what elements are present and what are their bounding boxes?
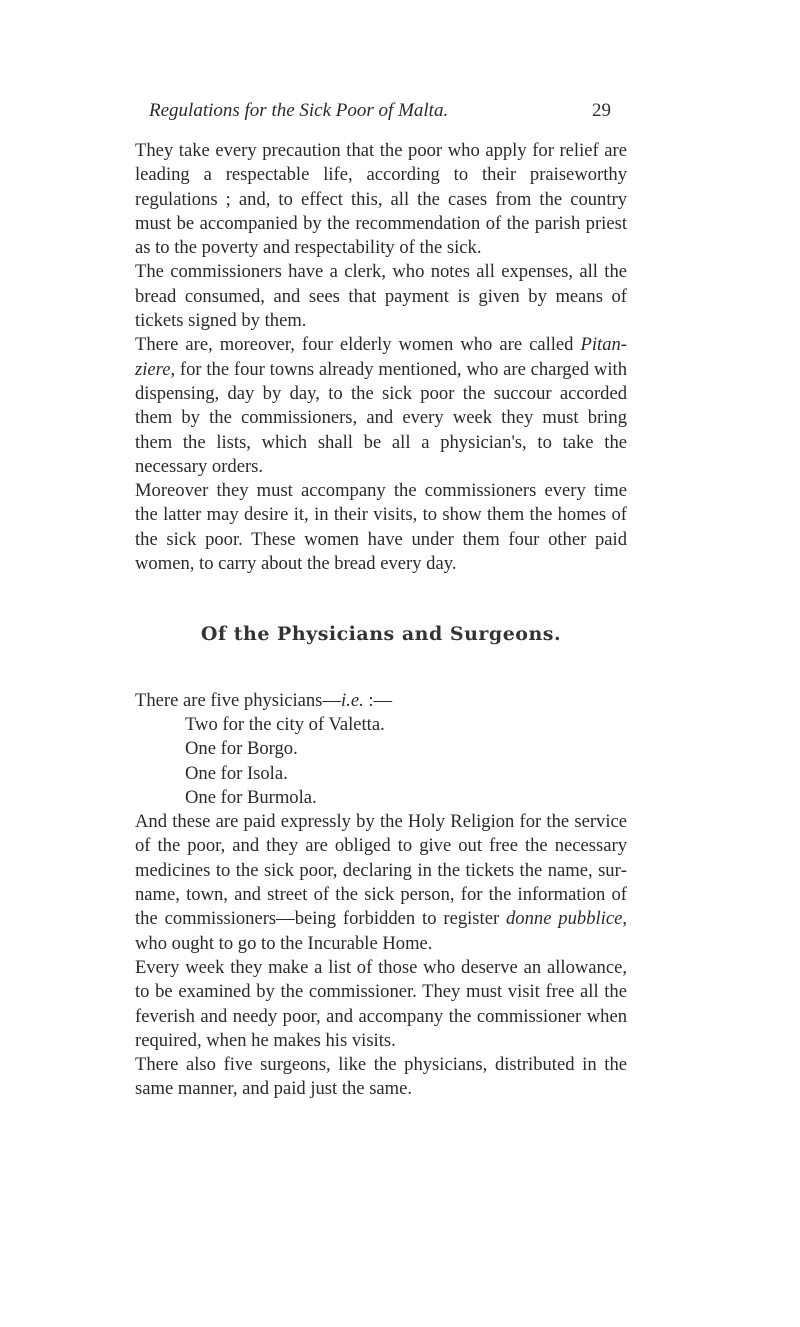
intro-before: There are five physicians— <box>135 689 341 711</box>
paragraph-accompany: Moreover they must accompany the commissioners every time the latter may desire it, in their visits, to show them the homes of the sick poor. These women have under them four other paid women, to carry about the bread every day. <box>135 480 627 575</box>
pitanziere-italic: Pitanziere <box>135 334 627 380</box>
physicians-list <box>185 713 627 810</box>
intro-after: :— <box>363 689 393 711</box>
pitanziere-after: , for the four towns already mentioned, who are charged with dispensing, day by day, to the sick poor the succour accorded them by the commissioners, and every week they must bring them the lists, which shall be all a physician's, to take the necessary orders. <box>135 358 627 477</box>
paragraph-precaution: They take every precaution that the poor who apply for relief are leading a respectable life, according to their praiseworthy regulations ; and, to effect this, all the cases from the country must be accompanied by the recommendation of the parish priest as to the poverty and respectability of the sick. <box>135 140 627 259</box>
religion-after: , who ought to go to the Incurable Home. <box>135 908 627 954</box>
page-number: 29 <box>592 100 611 121</box>
religion-italic: donne pubblice <box>506 908 623 930</box>
body-text <box>135 139 627 1102</box>
paragraph-weekly-list: Every week they make a list of those who deserve an allowance, to be examined by the commissioner. They must visit free all the feverish and needy poor, and accompany the commissioner when required, when he makes his visits. <box>135 956 627 1051</box>
list-item: One for Isola. <box>185 762 288 784</box>
paragraph-clerk: The commissioners have a clerk, who notes all expenses, all the bread consumed, and sees that payment is given by means of tickets signed by them. <box>135 261 627 332</box>
running-head <box>149 100 611 122</box>
running-head-title: Regulations for the Sick Poor of Malta. <box>149 100 449 121</box>
paragraph-surgeons: There also five surgeons, like the physicians, distributed in the same manner, and paid just the same. <box>135 1054 627 1100</box>
paragraph-physicians-intro <box>135 689 627 713</box>
paragraph-pitanziere <box>135 333 627 479</box>
list-item: One for Borgo. <box>185 738 298 760</box>
section-heading: Of the Physicians and Surgeons. <box>200 623 562 646</box>
pitanziere-before: There are, moreover, four elderly women who are called <box>135 334 581 356</box>
intro-italic: i.e. <box>341 689 364 711</box>
paragraph-religion <box>135 810 627 956</box>
list-item: Two for the city of Valetta. <box>185 713 385 735</box>
list-item: One for Burmola. <box>185 786 317 808</box>
religion-before: And these are paid expressly by the Holy Religion for the service of the poor, and they are obliged to give out free the necessary medicines to the sick poor, declaring in the tickets the name, surname, town, and street of the sick person, for the information of the commissioners—being forbidden to register <box>135 811 627 930</box>
